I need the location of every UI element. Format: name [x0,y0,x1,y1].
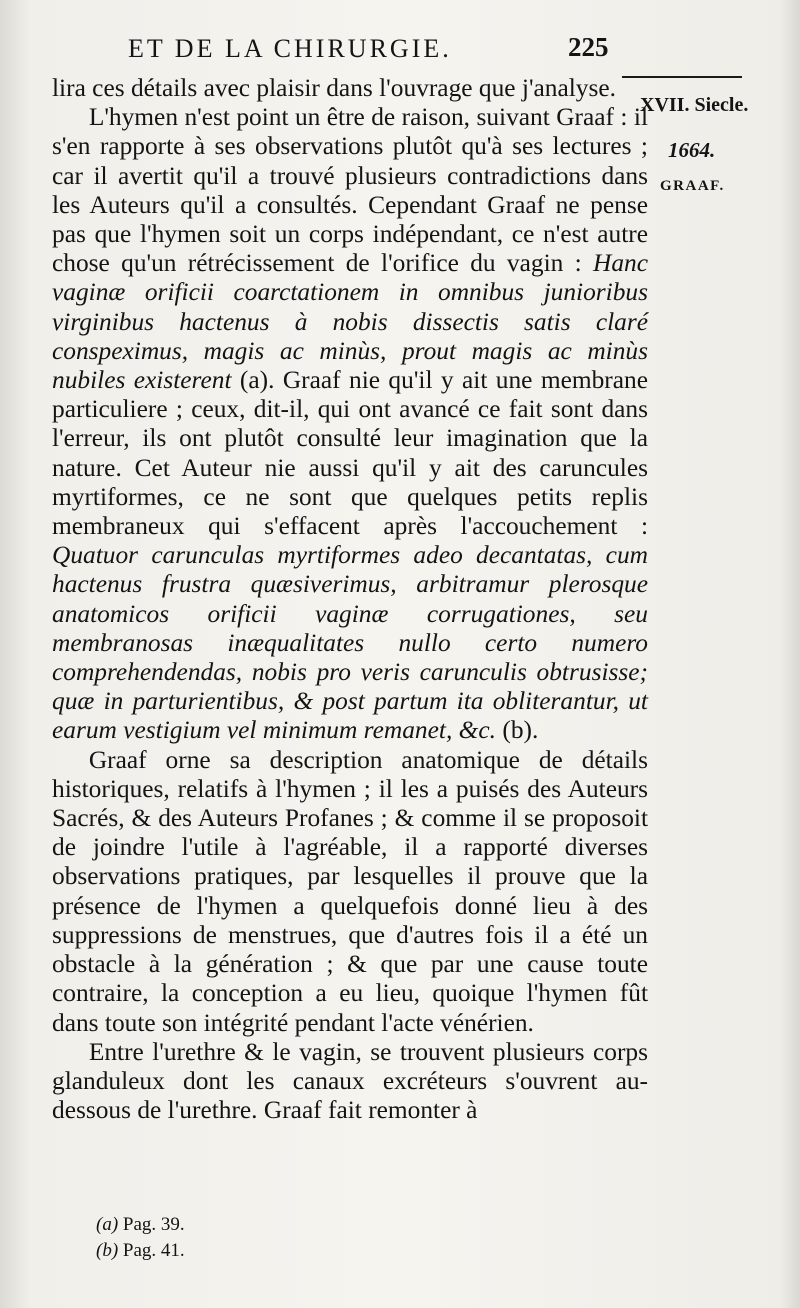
running-title: ET DE LA CHIRURGIE. [128,34,452,63]
footnote-ref-b: (b). [496,716,539,745]
margin-note-author: GRAAF. [660,178,725,194]
footnote-mark: (b) [96,1240,119,1261]
margin-note-year: 1664. [668,138,716,162]
latin-quote-2: Quatuor carunculas myrtiformes adeo decantatas, cum hactenus frustra quæsiverimus, arbitramur plerosque anatomicos orificii vaginæ corrugationes, seu membranosas inæqualitates nullo certo numero comprehendendas, nobis pro veris carunculis obtrusisse; quæ in parturientibus, & post partum ita obliterantur, ut earum vestigium vel minimum remanet, &c. [52,541,648,745]
paragraph-2 [52,103,648,745]
paragraph-4: Entre l'urethre & le vagin, se trouvent plusieurs corps glanduleux dont les canaux excréteurs s'ouvrent au-dessous de l'urethre. Graaf fait remonter à [52,1037,648,1125]
footnote-text: Pag. 41. [118,1240,185,1261]
body-text [52,74,648,1125]
paragraph-1: lira ces détails avec plaisir dans l'ouvrage que j'analyse. [52,74,616,102]
footnote-b [96,1238,185,1264]
footnote-mark: (a) [96,1214,119,1235]
paragraph-3: Graaf orne sa description anatomique de détails historiques, relatifs à l'hymen ; il les a puisés des Auteurs Sacrés, & des Auteurs Profanes ; & comme il se proposoit de joindre l'utile à l'agréable, il a rapporté diverses observations pratiques, par lesquelles il prouve que la présence de l'hymen a quelquefois donné lieu à des suppressions de menstrues, que d'autres fois il a été un obstacle à la génération ; & que par une cause toute contraire, la conception a eu lieu, quoique l'hymen fût dans toute son intégrité pendant l'acte vénérien. [52,745,648,1037]
footnotes [96,1212,185,1264]
margin-note-century: XVII. Siecle. [640,94,749,116]
footnote-a [96,1212,185,1238]
page-number: 225 [568,32,609,62]
latin-quote-1: Hanc vaginæ orificii coarctationem in omnibus junioribus virginibus hactenus à nobis dissectis satis claré conspeximus, magis ac minùs, prout magis ac minùs nubiles existerent [52,249,648,395]
footnote-ref-a: (a). [231,366,275,395]
footnote-text: Pag. 39. [118,1214,185,1235]
paragraph-2-text-a: L'hymen n'est point un être de raison, suivant Graaf : il s'en rapporte à ses observations plutôt qu'à ses lectures ; car il avertit qu'il a trouvé plusieurs contradictions dans les Auteurs qu'il a consultés. Cependant Graaf ne pense pas que l'hymen soit un corps indépendant, ce n'est autre chose qu'un rétrécissement de l'orifice du vagin : [52,103,648,278]
paragraph-2-text-b: Graaf nie qu'il y ait une membrane particuliere ; ceux, dit-il, qui ont avancé ce fait sont dans l'erreur, ils ont plutôt consulté leur imagination que la nature. Cet Auteur nie aussi qu'il y ait des caruncules myrtiformes, ce ne sont que quelques petits replis membraneux qui s'effacent après l'accouchement : [52,366,648,541]
